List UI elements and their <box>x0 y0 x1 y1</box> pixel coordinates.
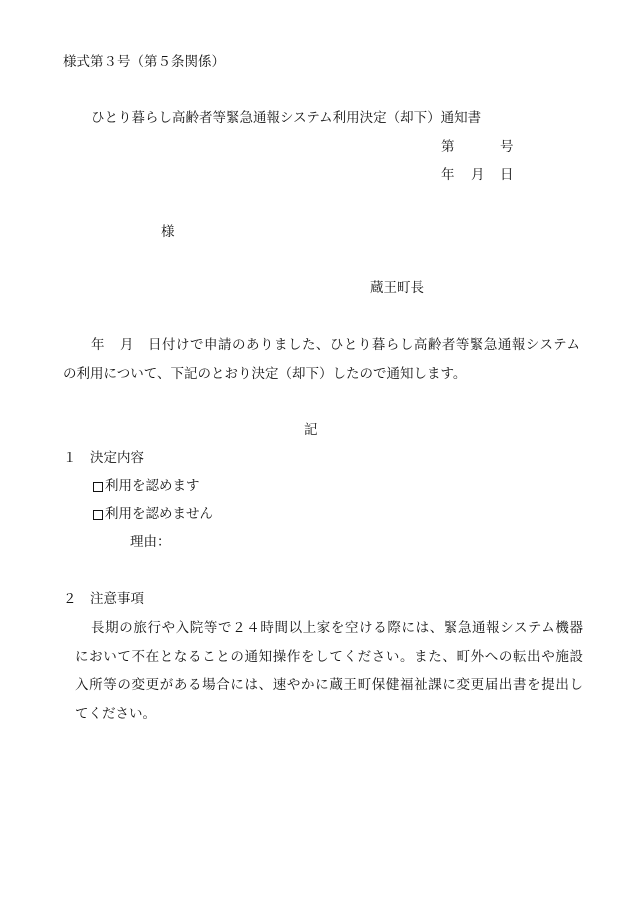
issuer: 蔵王町長 <box>370 280 424 296</box>
option-approve-label: 利用を認めます <box>105 478 200 494</box>
intro-date-month: 月 <box>120 337 134 353</box>
document-date-month: 月 <box>471 167 485 183</box>
checkbox-approve[interactable] <box>93 482 103 492</box>
form-label: 様式第３号（第５条関係） <box>63 54 225 70</box>
notice-line-2: において不在となることの通知操作をしてください。また、町外への転出や施設 <box>75 649 583 665</box>
option-deny-label: 利用を認めません <box>105 506 213 522</box>
document-date-day: 日 <box>500 167 514 183</box>
notice-line-4: てください。 <box>75 706 156 722</box>
intro-line1-rest: 日付けで申請のありました、ひとり暮らし高齢者等緊急通報システム <box>148 337 580 353</box>
notice-line-3: 入所等の変更がある場合には、速やかに蔵王町保健福祉課に変更届出書を提出し <box>75 677 583 693</box>
document-title: ひとり暮らし高齢者等緊急通報システム利用決定（却下）通知書 <box>91 110 482 126</box>
reason-label: 理由： <box>130 534 171 550</box>
option-deny[interactable] <box>93 508 213 522</box>
section1-heading: １ 決定内容 <box>63 450 144 466</box>
ki-marker: 記 <box>304 422 318 438</box>
checkbox-deny[interactable] <box>93 510 103 520</box>
recipient-suffix: 様 <box>161 224 175 240</box>
intro-date-year: 年 <box>91 337 105 353</box>
document-date-year: 年 <box>441 167 455 183</box>
section2-heading: ２ 注意事項 <box>63 591 144 607</box>
intro-line2: の利用について、下記のとおり決定（却下）したので通知します。 <box>63 366 467 382</box>
document-number-go: 号 <box>500 139 514 155</box>
option-approve[interactable] <box>93 480 200 494</box>
notice-line-1: 長期の旅行や入院等で２４時間以上家を空ける際には、緊急通報システム機器 <box>91 620 583 636</box>
document-number-dai: 第 <box>441 139 455 155</box>
